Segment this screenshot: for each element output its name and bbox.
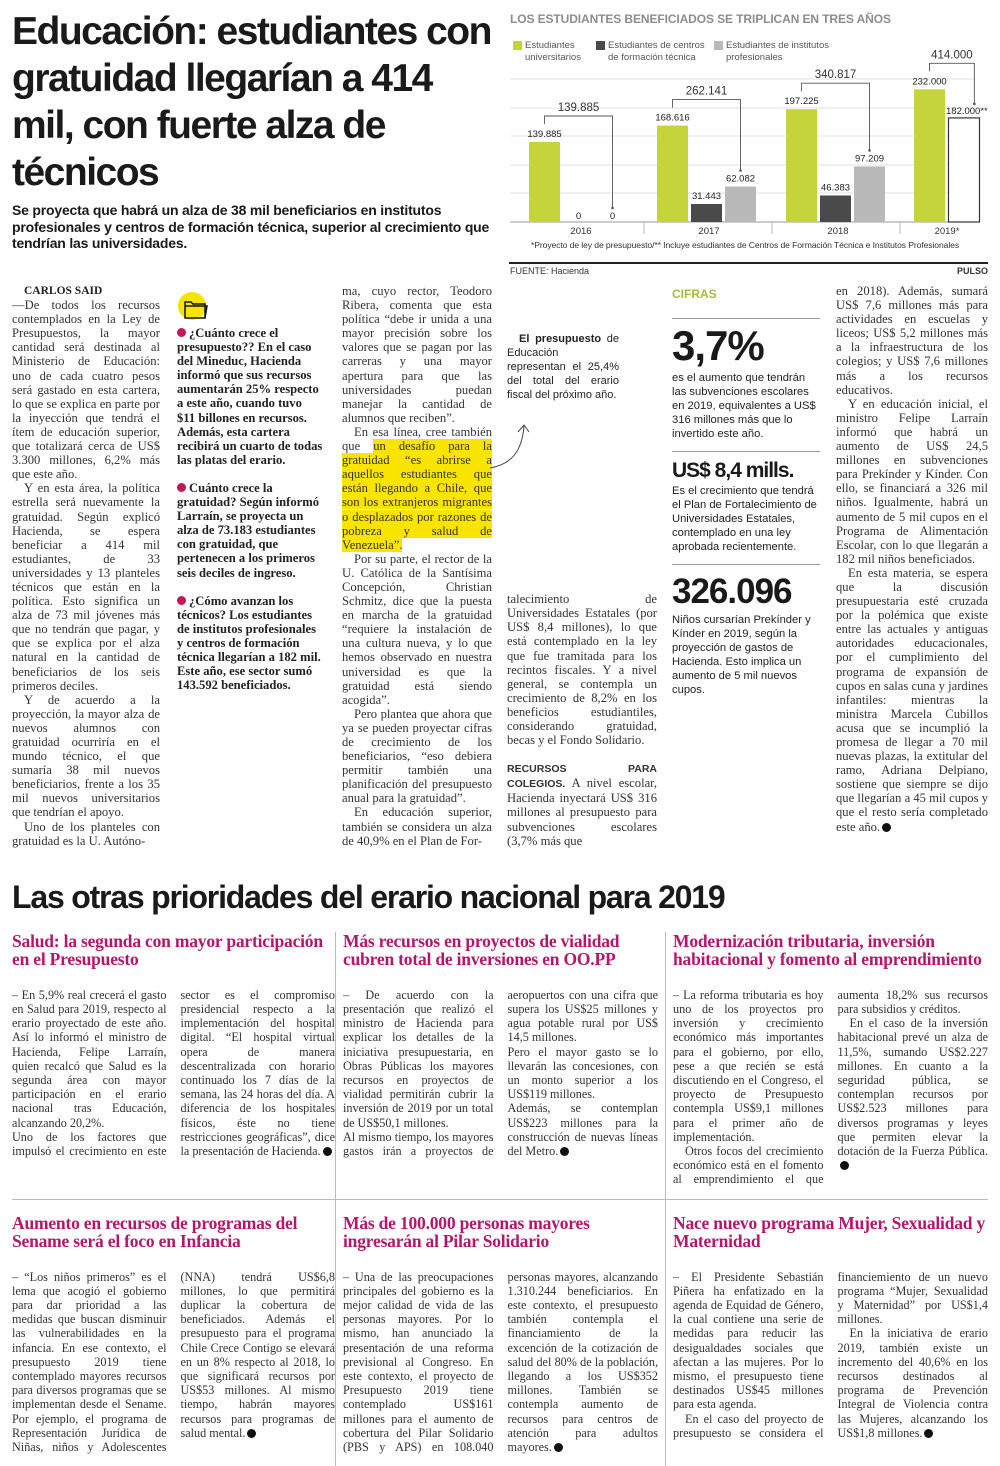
bar-estudiantes-de-centros-de-formación-técnica (691, 204, 722, 222)
brief-body (343, 988, 658, 1158)
end-mark-icon (247, 1429, 256, 1438)
x-tick-label: 2017 (698, 226, 720, 237)
figure-value: US$ 8,4 mills. (672, 459, 794, 482)
question-text: ¿Cómo avanzan los técnicos? Los estudiantes de institutos profesionales y centros de formación técnica llegarían a 182 mil. Este año, ese sector sumó 143.592 beneficiados. (177, 593, 321, 693)
article-column-5 (836, 284, 988, 848)
paragraph (838, 1326, 989, 1440)
paragraph: Pero plantea que ahora que ya se pueden proyectar cifras de crecimiento de los beneficiarios, “eso debiera permitir también una planificación del presupuesto anual para la gratuidad”. (342, 706, 492, 806)
paragraph (343, 1270, 658, 1455)
paragraph: – La reforma tributaria es hoy uno de los proyectos pro inversión y crecimiento económico más importantes para el gobierno, por ello, pese a que recién se está discutiendo en el Congreso, el proyecto de Presupuesto contempla US$9,1 millones para el primer año de implementación. (673, 987, 824, 1144)
paragraph (12, 1270, 335, 1455)
paragraph: —De todos los recursos contemplados en la Ley de Presupuestos, la mayor cantidad será destinada al Ministerio de Educación: uno de cada cuatro pesos será gastado en esta cartera, lo que se explica en parte por la inyección que tendrá el ítem de educación superior, que totalizará cerca de US$ 3.300 millones, 6,2% más que este año. (12, 298, 160, 482)
pull-quote-lead: El presupuesto (519, 333, 602, 345)
brief-mujer (665, 1199, 988, 1466)
subhead: RECURSOS PARA COLEGIOS. (507, 763, 657, 791)
article-column-4 (507, 284, 657, 848)
top-section (0, 0, 1000, 284)
data-label: 168.616 (655, 112, 690, 124)
bullet-icon (177, 483, 186, 492)
bracket-end (868, 149, 871, 152)
paragraph (507, 761, 657, 848)
paragraph-text: Además, se contemplan US$223 millones para la construcción de nuevas líneas del Metro. (507, 1101, 658, 1158)
article-body (0, 284, 1000, 848)
data-label: 182.000** (946, 105, 988, 117)
end-mark-icon (840, 1161, 849, 1170)
section-title: Las otras prioridades del erario nacional para 2019 (12, 878, 725, 915)
headline-block (12, 8, 500, 284)
total-label: 414.000 (931, 49, 973, 62)
briefs-grid (12, 932, 988, 1466)
brief-title: Nace nuevo programa Mujer, Sexualidad y Maternidad (673, 1212, 986, 1251)
chart-footnote: *Proyecto de ley de presupuesto/** Incluye estudiantes de Centros de Formación Técnica e Institutos Profesionales (531, 240, 960, 250)
brief-body (12, 1270, 335, 1455)
bar-estudiantes-universitarios (914, 89, 945, 222)
paragraph: Pero el mayor gasto se lo llevarán las concesiones, con un monto superior a los US$119 millones. (507, 1044, 658, 1102)
arrow-icon (487, 416, 537, 476)
paragraph: talecimiento de Universidades Estatales (por US$ 8,4 millones), lo que está contemplado en la ley que fue tramitada para los recintos fiscales. Y a nivel general, se contempla un crecimiento de 8,2% en los beneficios estudiantiles, considerando gratuidad, becas y el Fondo Solidario. (507, 592, 657, 748)
brief-title: Más de 100.000 personas mayores ingresarán al Pilar Solidario (343, 1212, 590, 1251)
questions-column (177, 284, 323, 848)
bracket-end (611, 207, 614, 210)
paragraph: – En 5,9% real crecerá el gasto en Salud para 2019, respecto al erario proyectado de este año. Así lo informó el ministro de Hacienda, Felipe Larraín, quien recalcó que Salud es la segunda área con mayor participación en el erario nacional tras Educación, alcanzando 20,2%. (12, 987, 167, 1130)
question-item (177, 594, 323, 693)
figure-desc: es el aumento que tendrán las subvenciones escolares en 2019, equivalentes a US$ 316 millones más que lo invertido este año. (672, 372, 816, 440)
brief-sename (12, 1199, 335, 1466)
paragraph: Otros focos del crecimiento económico está en el fomento al emprendimiento el que aumenta 18,2% sus recursos para subsidios y créditos. (673, 987, 988, 1187)
bracket-end (739, 169, 742, 172)
bracket-end (973, 103, 976, 106)
data-label: 197.225 (784, 96, 819, 108)
figure-value: 3,7% (672, 322, 764, 369)
data-label: 232.000 (912, 76, 947, 88)
cifras-label: CIFRAS (672, 287, 820, 319)
paragraph-text: – Una de las preocupaciones principales del gobierno es la mejor calidad de vida de las personas mayores. Por lo mismo, han anunciado la presentación de una reforma previsional al Congreso. En este contexto, el proyecto de Presupuesto 2019 tiene contemplado US$161 millones para el aumento de cobertura del Pilar Solidario (PBS y APS) en 108.040 personas mayores, alcanzando 1.310.244 beneficiarios. En este contexto, el presupuesto también contempla el financiamiento de la excención de la cotización de salud del 80% de la población, llegando a los US$352 millones. También se contempla aumento de recursos para centros de atención para adultos mayores. (343, 1269, 658, 1455)
chart-rule (509, 262, 988, 264)
paragraph-text: Uno de los factores que impulsó el crecimiento en este sector es el compromiso presidencial respecto a la implementación del hospital digital. “El hospital virtual opera de manera descentralizada con horario continuado los 7 días de la semana, las 24 horas del día. A diferencia de los hospitales físicos, éste no tiene restricciones geográficas”, dice la presentación de Hacienda. (12, 987, 335, 1158)
paragraph-text: En esta materia, se espera que la discusión presupuestaria esté cruzada por la polémica que existe entre las actuales y antiguas autoridades educacionales, por el cumplimiento del programa de expansión de cupos en salas cuna y jardines infantiles: mientras la ministra Marcela Cubillos acusa que se incumplió la promesa de llegar a 70 mil nuevas plazas, la extitular del ramo, Adriana Delpiano, sostiene que siempre se dijo que llegarían a 45 mil cupos y que el resto sería completado este año. (836, 565, 988, 834)
bar-estudiantes-universitarios (657, 126, 688, 222)
chart-source: FUENTE: Hacienda (510, 266, 590, 276)
total-label: 262.141 (685, 85, 728, 98)
end-mark-icon (924, 1429, 933, 1438)
paragraph: Y en educación inicial, el ministro Felipe Larraín informó que habrá un aumento de US$ 24,5 millones en subvenciones para Prekínder y Kínder. Con ello, se financiará a 326 mil niños. Igualmente, habrá un aumento de 5 mil cupos en el Programa de Alimentación Escolar, con lo que llegarán a 182 mil niños beneficiados. (836, 396, 988, 566)
end-mark-icon (882, 823, 891, 832)
brief-salud (12, 932, 335, 1199)
brief-title: Modernización tributaria, inversión habitacional y fomento al emprendimiento (673, 930, 982, 969)
x-tick-label: 2016 (570, 226, 592, 237)
chart-title: LOS ESTUDIANTES BENEFICIADOS SE TRIPLICAN EN TRES AÑOS (510, 12, 891, 26)
paragraph (508, 1101, 659, 1158)
paragraph-text: En el caso de la inversión habitacional prevé un alza de 11,5%, sumando US$2.227 millones. En cuanto a la seguridad pública, se contemplan recursos por US$2.523 millones para diversos programas y leyes que permiten elevar la dotación de la Fuerza Pública. (837, 1016, 988, 1158)
figure-desc: Es el crecimiento que tendrá el Plan de Fortalecimiento de Universidades Estatales, contemplado en una ley aprobada recientemente. (672, 485, 817, 553)
brief-body (343, 1270, 658, 1455)
paragraph: Uno de los planteles con gratuidad es la U. Autóno- (12, 819, 160, 848)
question-item (177, 326, 323, 467)
brief-title: Salud: la segunda con mayor participación en el Presupuesto (12, 930, 323, 969)
questions-box (177, 326, 323, 692)
data-label: 139.885 (527, 129, 562, 140)
bullet-icon (177, 596, 186, 605)
paragraph: Y de acuerdo a la proyección, la mayor alza de nuevos alumnos con gratuidad ocurriría en el mundo técnico, el que sumaría 38 mil nuevos beneficiarios, frente a los 35 mil nuevos universitarios que tendrían el apoyo. (12, 692, 160, 820)
data-label: 0 (575, 211, 582, 222)
bar-estudiantes-de-institutos-profesionales (854, 166, 885, 222)
paragraph-text: En la iniciativa de erario 2019, también existe un incremento del 40,6% en los recursos destinados al programa de Prevención Integral de Violencia contra las Mujeres, alcanzando los US$1,8 millones. (837, 1326, 988, 1440)
paragraph: Al mismo tiempo, los mayores gastos irán a proyectos de aeropuertos con una cifra que supera los US$25 millones y agua potable rural por US$ 14,5 millones. (343, 987, 658, 1158)
paragraph: – De acuerdo con la presentación que realizó el ministro de Hacienda para explicar los detalles de la iniciativa presupuestaria, en Obras Públicas los mayores recursos en proyectos de vialidad permitirán cubrir la inversión de 2019 por un total de US$50,1 millones. (343, 987, 494, 1130)
paragraph-text: – “Los niños primeros” es el lema que acogió el gobierno para dar prioridad a las medidas que buscan disminuir las vulnerabilidades en la infancia. En ese contexto, el presupuesto 2019 tiene contemplado mayores recursos para diversos programas que se implementan desde el Sename. Por ejemplo, el programa de Representación Jurídica de Niñas, niños y Adolescentes (NNA) tendrá US$6,8 millones, lo que permitirá duplicar la cobertura de beneficiados. Además el presupuesto para el programa Chile Crece Contigo se elevará en un 8% respecto al 2018, lo que significará recursos por US$53 millones. Al mismo tiempo, habrán mayores recursos para programas de salud mental. (12, 1269, 335, 1455)
legend-label: Estudiantes universitarios (525, 40, 581, 63)
paragraph: En educación superior, también se considera un alza de 40,9% en el Plan de For- (342, 805, 492, 848)
brief-title: Aumento en recursos de programas del Sename será el foco en Infancia (12, 1212, 298, 1251)
data-label: 0 (609, 211, 616, 222)
end-mark-icon (323, 1147, 332, 1156)
legend-label: Estudiantes de institutos profesionales (726, 40, 829, 63)
paragraph: Por su parte, el rector de la U. Católica de la Santísima Concepción, Christian Schmitz, dice que la puesta en marcha de la gratuidad “requiere la instalación de una cultura nueva, y lo que hemos observado en nuestra universidad es que la gratuidad está siendo acogida”. (342, 551, 492, 707)
paragraph-text: A nivel escolar, Hacienda inyectará US$ 316 millones al presupuesto para subvenciones escolares (3,7% más que (507, 776, 657, 848)
data-label: 46.383 (820, 182, 851, 194)
brief-tributaria (665, 932, 988, 1199)
column-4-text (507, 572, 657, 848)
data-label: 31.443 (691, 191, 722, 203)
end-mark-icon (560, 1147, 569, 1156)
paragraph: Y en esta área, la política estrella será nuevamente la gratuidad. Según explicó Hacienda, se espera beneficiar a 414 mil estudiantes, de 33 universidades y 13 planteles técnicos que están en la política. Esto significa un alza de 73 mil jóvenes más que no tendrán que pagar, y que se explica por el alza natural en la cantidad de beneficiarios de los seis primeros deciles. (12, 481, 160, 693)
paragraph: en 2018). Además, sumará US$ 7,6 millones más para actividades en escuelas y liceos; US$ 5,2 millones más a la infraestructura de los colegios; y US$ 7,6 millones más a los recursos educativos. (836, 284, 988, 397)
folder-icon (177, 290, 213, 324)
brief-body (673, 1270, 988, 1440)
question-item (177, 481, 323, 580)
figure-desc: Niños cursarían Prekínder y Kínder en 2019, según la proyección de gastos de Hacienda. Esto implica un aumento de 5 mil nuevos cupos. (672, 614, 811, 696)
x-tick-label: 2018 (827, 226, 849, 237)
brand-label: PULSO (956, 266, 988, 276)
bar-estudiantes-universitarios (529, 142, 560, 222)
paragraph: ma, cuyo rector, Teodoro Ribera, comenta que esta política “debe ir unida a una mayor precisión sobre los valores que se pagan por las carreras y una mayor apertura para que las universidades puedan manejar la cantidad de alumnos que reciben”. (342, 284, 492, 425)
article-column-3 (342, 284, 492, 848)
brief-body (673, 988, 988, 1187)
pull-quote-text: de Educación representan el 25,4% del total del erario fiscal del próximo año. (507, 333, 619, 401)
paragraph (838, 1016, 989, 1172)
pull-quote (507, 332, 619, 402)
question-text: Cuánto crece la gratuidad? Según informó Larraín, se proyecta un alza de 73.183 estudiantes con gratuidad, que pertenecen a los primeros seis deciles de ingreso. (177, 480, 320, 580)
bullet-icon (177, 328, 186, 337)
bar-estudiantes-de-institutos-profesionales (725, 186, 756, 222)
headline: Educación: estudiantes con gratuidad llegarían a 414 mil, con fuerte alza de técnicos (12, 10, 491, 194)
deck: Se proyecta que habrá un alza de 38 mil beneficiarios en institutos profesionales y centros de formación técnica, superior al crecimiento que tendrían las universidades. (12, 202, 490, 251)
x-tick-label: 2019* (934, 226, 960, 237)
data-label: 62.082 (725, 173, 756, 185)
brief-pilar-solidario (335, 1199, 665, 1466)
brief-title: Más recursos en proyectos de vialidad cubren total de inversiones en OO.PP (343, 930, 620, 969)
paragraph: En el caso del proyecto de presupuesto se considera el financiemiento de un nuevo programa “Mujer, Sexualidad y Maternidad” por US$1,4 millones. (673, 1269, 988, 1440)
brief-vialidad (335, 932, 665, 1199)
paragraph: – El Presidente Sebastián Piñera ha enfatizado en la agenda de Equidad de Género, la cual contiene una serie de medidas para reducir las desigualdades sociales que afectan a las mujeres. Por lo mismo, el presupuesto tiene destinados US$45 millones para esta agenda. (673, 1269, 824, 1412)
cifras-box (672, 284, 820, 848)
highlighted-quote: un desafío para la gratuidad “es abrirse a aquellos estudiantes que están llegando a Chile, que son los extranjeros migrantes o desplazados por razones de pobreza y salud de Venezuela”. (342, 439, 492, 552)
end-mark-icon (554, 1443, 563, 1452)
question-text: ¿Cuánto crece el presupuesto?? En el caso del Mineduc, Hacienda informó que sus recursos aumentarán 25% respecto a este año, cuando tuvo $11 billones en recursos. Además, esta cartera recibirá un cuarto de todas las platas del erario. (177, 326, 323, 467)
bar-combined-technical (949, 118, 980, 222)
byline: CARLOS SAID (24, 285, 103, 297)
brief-body (12, 988, 335, 1158)
chart-block (505, 0, 988, 276)
paragraph (836, 566, 988, 834)
data-label: 97.209 (854, 153, 885, 165)
total-label: 139.885 (557, 102, 600, 114)
figure-value: 326.096 (672, 572, 792, 611)
article-column-1 (12, 284, 160, 848)
bar-estudiantes-universitarios (786, 109, 817, 222)
paragraph (342, 425, 492, 552)
bar-estudiantes-de-centros-de-formación-técnica (820, 195, 851, 222)
legend-label: Estudiantes de centros de formación técnica (608, 40, 705, 63)
bar-chart (505, 0, 988, 238)
total-label: 340.817 (814, 69, 857, 82)
paragraph-text: En esa línea, cree también que (342, 424, 492, 454)
